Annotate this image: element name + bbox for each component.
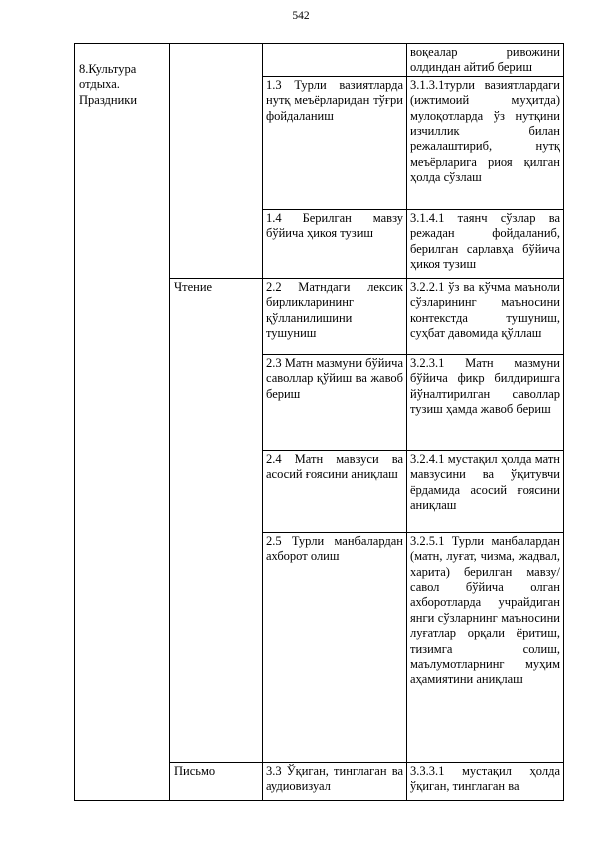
page-number: 542 [292, 10, 310, 22]
outcome-cell [407, 209, 564, 278]
skill-cell [263, 762, 407, 800]
outcome-cell [407, 532, 564, 762]
outcome-cell [407, 762, 564, 800]
skill-text: 3.3 Ўқиган, тинглаган ва аудиовизуал [266, 763, 403, 794]
skill-cell [263, 278, 407, 354]
skill-cell [263, 76, 407, 209]
section-cell [75, 44, 170, 801]
outcome-text: воқеалар ривожини олдиндан айтиб бериш [410, 45, 560, 75]
outcome-cell [407, 354, 564, 450]
subsection-cell [170, 44, 263, 279]
subsection-title: Письмо [174, 763, 216, 778]
skill-text: 2.3 Матн мазмуни бўйича саволлар қўйиш ва жавоб бериш [266, 355, 403, 401]
outcome-text: 3.3.3.1 мустақил ҳолда ўқиган, тинглаган ва [410, 763, 560, 794]
outcome-text: 3.1.4.1 таянч сўзлар ва режадан фойдаланиб, берилган сарлавҳа бўйича ҳикоя тузиш [410, 210, 560, 272]
skill-text: 1.4 Берилган мавзу бўйича ҳикоя тузиш [266, 210, 403, 241]
subsection-cell [170, 762, 263, 800]
subsection-title: Чтение [174, 279, 213, 294]
outcome-text: 3.1.3.1турли вазиятлардаги (ижтимоий муҳитда) мулоқотларда ўз нутқини изчиллик билан режалаштириб, нутқ меъёрларига риоя қилган ҳолда сўзлаш [410, 77, 560, 185]
outcome-cell [407, 450, 564, 532]
skill-cell [263, 209, 407, 278]
table-row [75, 44, 564, 77]
outcome-text: 3.2.4.1 мустақил ҳолда матн мавзусини ва ўқитувчи ёрдамида асосий ғоясини аниқлаш [410, 451, 560, 513]
section-title: 8.Культура отдыха. Праздники [79, 62, 138, 107]
skill-text: 2.4 Матн мавзуси ва асосий ғоясини аниқлаш [266, 451, 403, 482]
skill-text: 1.3 Турли вазиятларда нутқ меъёрларидан тўғри фойдаланиш [266, 77, 403, 123]
skill-text: 2.5 Турли манбалардан ахборот олиш [266, 533, 403, 564]
curriculum-table [74, 43, 564, 801]
skill-cell [263, 354, 407, 450]
outcome-text: 3.2.5.1 Турли манбалардан (матн, луғат, чизма, жадвал, харита) берилган мавзу/савол бўйича олган ахборотларда учрайдиган янги сўзларнинг маъносини луғатлар орқали ёритиш, тизимга солиш, маълумотларнинг муҳим аҳамиятини аниқлаш [410, 533, 560, 687]
skill-cell [263, 450, 407, 532]
outcome-cell [407, 76, 564, 209]
outcome-cell [407, 278, 564, 354]
outcome-text: 3.2.3.1 Матн мазмуни бўйича фикр билдиришга йўналтирилган саволлар тузиш ҳамда жавоб бериш [410, 355, 560, 417]
outcome-cell [407, 44, 564, 77]
skill-text: 2.2 Матндаги лексик бирликларининг қўлланилишини тушуниш [266, 279, 403, 341]
skill-cell [263, 44, 407, 77]
outcome-text: 3.2.2.1 ўз ва кўчма маъноли сўзларининг маъносини контекстда тушуниш, суҳбат давомида қўллаш [410, 279, 560, 341]
subsection-cell [170, 278, 263, 762]
skill-cell [263, 532, 407, 762]
